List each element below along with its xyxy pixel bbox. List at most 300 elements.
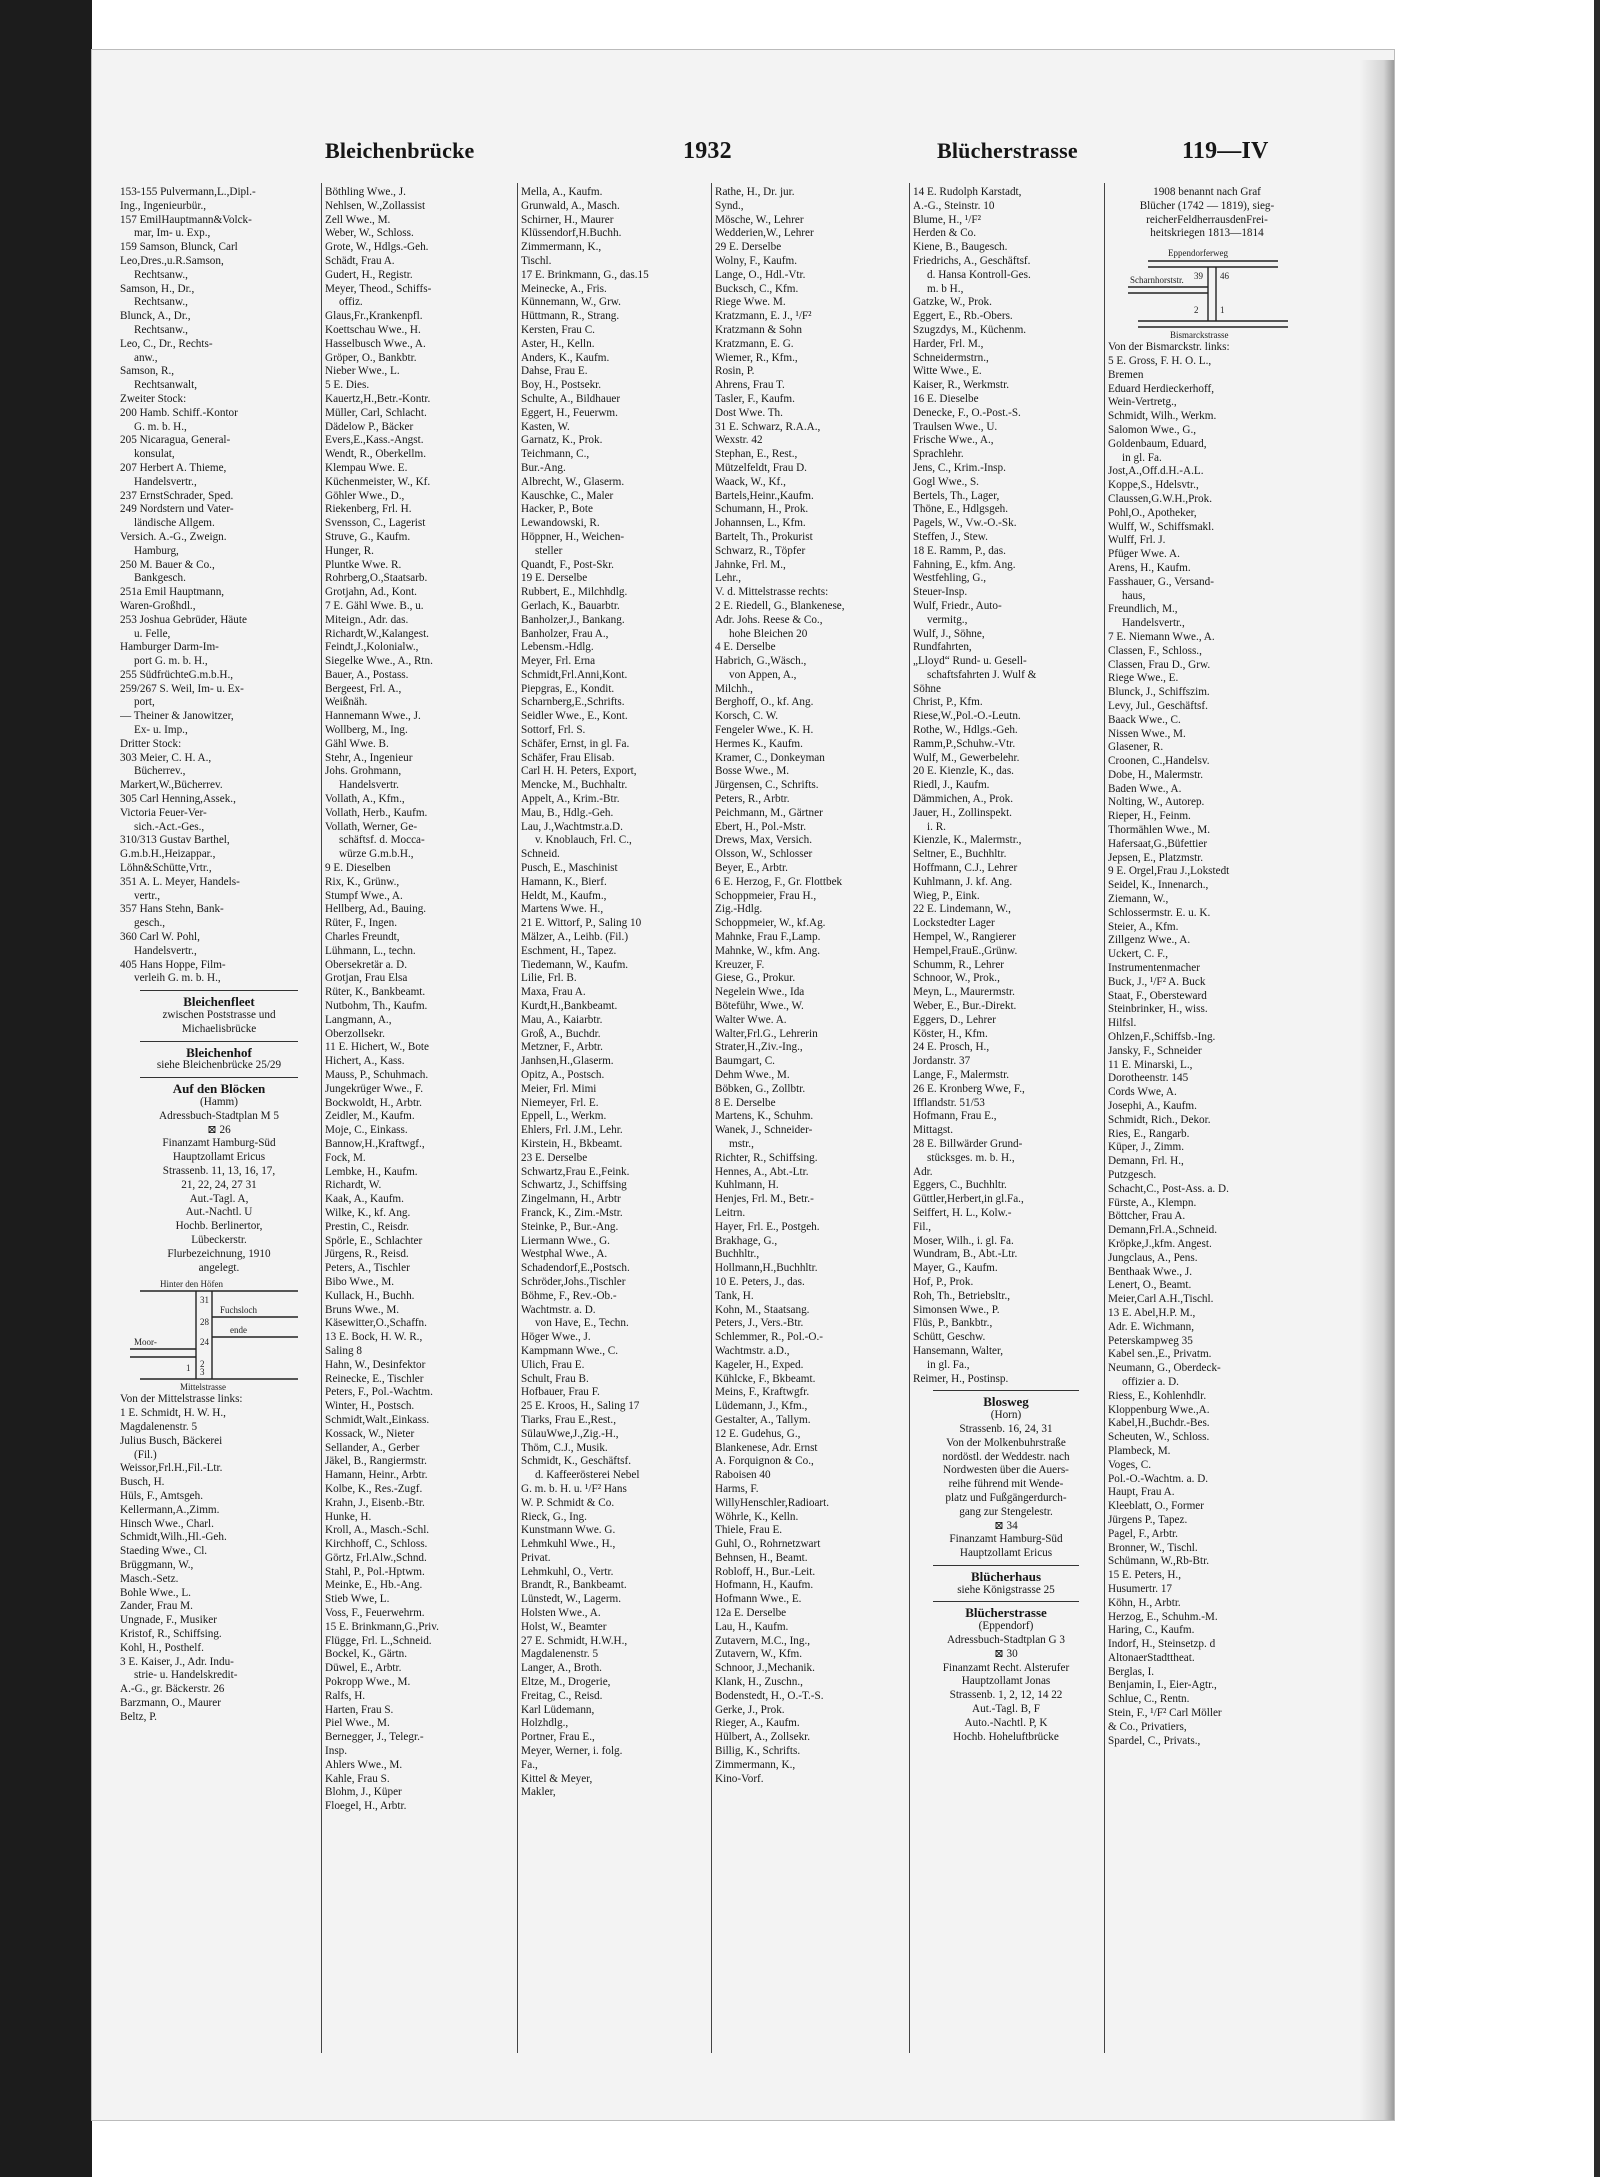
entry-line: Kageler, H., Exped. — [715, 1358, 804, 1371]
entry-line: Mahnke, W., kfm. Ang. — [715, 944, 821, 957]
entry-line: Zweiter Stock: — [120, 392, 187, 405]
entry-line: Haupt, Frau A. — [1108, 1486, 1175, 1499]
entry-line: hohe Bleichen 20 — [729, 627, 808, 640]
entry-line: Schädt, Frau A. — [325, 254, 395, 267]
entry-line: Kröpke,J.,kfm. Angest. — [1108, 1237, 1212, 1250]
column-rule — [1104, 183, 1105, 2053]
entry-line: Buchhltr., — [715, 1248, 760, 1261]
entry-line: Kabel,H.,Buchdr.-Bes. — [1108, 1417, 1210, 1430]
map-label: Hinter den Höfen — [160, 1279, 223, 1290]
entry-line: Schmidt, Wilh., Werkm. — [1108, 410, 1217, 423]
entry-line: 11 E. Minarski, L., — [1108, 1058, 1193, 1071]
entry-line: Zeidler, M., Kaufm. — [325, 1110, 415, 1123]
entry-line: Wendt, R., Oberkellm. — [325, 448, 427, 461]
entry-line: Magdalenenstr. 5 — [521, 1648, 599, 1661]
entry-line: Fock, M. — [325, 1151, 366, 1164]
entry-line: Markert,W.,Bücherrev. — [120, 779, 223, 792]
entry-line: Tiarks, Frau E.,Rest., — [521, 1413, 616, 1426]
entry-line: Künnemann, W., Grw. — [521, 296, 621, 309]
divider — [140, 1041, 298, 1042]
entry-line: Höppner, H., Weichen- — [521, 530, 625, 543]
entry-line: Ahlers Wwe., M. — [325, 1758, 403, 1771]
entry-line: Dahse, Frau E. — [521, 365, 588, 378]
entry-line: Mauss, P., Schuhmach. — [325, 1069, 429, 1081]
entry-line: 303 Meier, C. H. A., — [120, 751, 212, 764]
entry-line: Simonsen Wwe., P. — [913, 1303, 1000, 1316]
entry-line: Adressbuch-Stadtplan G 3 — [946, 1634, 1066, 1647]
entry-line: Steier, A., Kfm. — [1108, 920, 1179, 933]
entry-line: Dritter Stock: — [120, 737, 182, 750]
entry-line: sich.-Act.-Ges., — [134, 820, 205, 833]
entry-line: Bücherrev., — [134, 765, 186, 778]
column-5 — [913, 186, 1099, 1744]
entry-line: Piel Wwe., M. — [325, 1717, 390, 1730]
entry-line: Peterskampweg 35 — [1108, 1334, 1193, 1347]
entry-line: Ahrens, Frau T. — [715, 379, 785, 392]
entry-line: Weissor,Frl.H.,Fil.-Ltr. — [120, 1462, 223, 1475]
entry-line: Handelsvertr. — [339, 779, 399, 792]
entry-line: Adr. Johs. Reese & Co., — [715, 613, 823, 626]
entry-line: Wundram, B., Abt.-Ltr. — [913, 1248, 1018, 1261]
entry-line: Lange, F., Malermstr. — [913, 1069, 1010, 1081]
entry-line: Rechtsanw., — [134, 296, 188, 309]
entry-line: Eggers, D., Lehrer — [913, 1013, 996, 1026]
entry-line: Seiffert, H. L., Kolw.- — [913, 1206, 1012, 1219]
entry-line: Meyer, Frl. Erna — [521, 655, 596, 668]
entry-line: würze G.m.b.H., — [339, 848, 414, 861]
entry-line: Beltz, P. — [120, 1710, 157, 1723]
entry-line: Piepgras, E., Kondit. — [521, 682, 615, 695]
entry-line: Meyn, L., Maurermstr. — [913, 986, 1015, 999]
entry-line: Köster, H., Kfm. — [913, 1027, 988, 1040]
entry-line: Neumann, G., Oberdeck- — [1108, 1362, 1221, 1375]
entry-line: Jungclaus, A., Pens. — [1108, 1251, 1198, 1264]
entry-line: Oberzollsekr. — [325, 1027, 385, 1040]
entry-line: 27 E. Schmidt, H.W.H., — [521, 1634, 628, 1647]
divider — [140, 990, 298, 991]
entry-line: Janhsen,H.,Glaserm. — [521, 1055, 614, 1068]
entry-line: Lübeckerstr. — [191, 1233, 247, 1246]
entry-line: Ulich, Frau E. — [521, 1358, 585, 1371]
entry-line: Giese, G., Prokur. — [715, 972, 796, 985]
entry-line: Güttler,Herbert,in gl.Fa., — [913, 1193, 1024, 1206]
map-label: Mittelstrasse — [180, 1382, 226, 1393]
entry-line: Rundfahrten, — [913, 641, 972, 654]
entry-line: Steuer-Insp. — [913, 586, 968, 599]
map-label: 2 — [1194, 305, 1199, 316]
map-label: 28 — [200, 1317, 209, 1328]
entry-line: Friedrichs, A., Geschäftsf. — [913, 254, 1031, 267]
entry-line: Wiemer, R., Kfm., — [715, 351, 798, 364]
entry-line: Thormählen Wwe., M. — [1108, 824, 1211, 837]
entry-line: in gl. Fa., — [927, 1358, 970, 1371]
entry-line: Haring, C., Kaufm. — [1108, 1624, 1195, 1637]
entry-line: Bockel, K., Gärtn. — [325, 1648, 408, 1661]
entry-line: Eppell, L., Werkm. — [521, 1110, 607, 1123]
entry-line: reihe führend mit Wende- — [948, 1478, 1064, 1491]
entry-list — [913, 186, 1099, 1386]
entry-line: Handelsvertr., — [134, 944, 197, 957]
entry-line: Wachtmstr. a.D., — [715, 1344, 790, 1357]
entry-line: Handelsvertr., — [1122, 617, 1185, 630]
entry-line: Jahnke, Frl. M., — [715, 558, 786, 571]
map-label: 1 — [1220, 305, 1225, 316]
entry-line: schäftsf. d. Mocca- — [339, 834, 425, 847]
entry-line: steller — [535, 544, 563, 557]
entry-line: Lau, H., Kaufm. — [715, 1620, 789, 1633]
entry-line: konsulat, — [134, 448, 175, 461]
entry-line: Strassenb. 11, 13, 16, 17, — [162, 1164, 276, 1177]
entry-line: A.-G., gr. Bäckerstr. 26 — [120, 1683, 225, 1696]
entry-line: Ziemann, W., — [1108, 893, 1169, 906]
entry-line: Gähl Wwe. B. — [325, 737, 389, 750]
entry-line: 255 SüdfrüchteG.m.b.H., — [120, 668, 234, 681]
entry-line: Gerlach, K., Bauarbtr. — [521, 599, 620, 612]
entry-line: Wein-Vertretg., — [1108, 396, 1177, 409]
entry-line: Wexstr. 42 — [715, 434, 763, 447]
entry-line: 15 E. Peters, H., — [1108, 1569, 1182, 1582]
column-rule — [909, 183, 910, 2053]
entry-line: Hellberg, Ad., Bauing. — [325, 903, 427, 916]
entry-line: Zell Wwe., M. — [325, 213, 391, 226]
entry-line: Höger Wwe., J. — [521, 1331, 591, 1344]
entry-line: Bucksch, C., Kfm. — [715, 282, 799, 295]
entry-line: Westfehling, G., — [913, 572, 987, 585]
entry-line: Schlue, C., Rentn. — [1108, 1693, 1190, 1706]
entry-line: Bertels, Th., Lager, — [913, 489, 1000, 502]
entry-line: Finanzamt Recht. Alsterufer — [942, 1661, 1070, 1674]
entry-line: Carl H. H. Peters, Export, — [521, 765, 637, 778]
entry-line: Schnoor, J.,Mechanik. — [715, 1662, 815, 1675]
entry-line: Insp. — [325, 1745, 348, 1758]
entry-line: Zutavern, M.C., Ing., — [715, 1634, 811, 1647]
entry-line: Ing., Ingenieurbür., — [120, 199, 207, 212]
entry-line: 26 E. Kronberg Wwe, F., — [913, 1082, 1025, 1095]
entry-line: Kuhlmann, J. kf. Ang. — [913, 875, 1013, 888]
entry-line: Lewandowski, R. — [521, 517, 600, 530]
entry-line: Freundlich, M., — [1108, 603, 1178, 616]
column-rule — [321, 183, 322, 2053]
entry-line: Meins, F., Kraftwgfr. — [715, 1386, 810, 1399]
entry-line: Reinecke, E., Tischler — [325, 1372, 424, 1385]
entry-line: Scheuten, W., Schloss. — [1108, 1431, 1210, 1444]
entry-line: Klempau Wwe. E. — [325, 461, 408, 474]
entry-line: Rieger, A., Kaufm. — [715, 1717, 800, 1730]
entry-line: 13 E. Abel,H.P. M., — [1108, 1306, 1196, 1319]
entry-line: Olsson, W., Schlosser — [715, 848, 813, 861]
entry-line: Pol.-O.-Wachtm. a. D. — [1108, 1472, 1209, 1485]
entry-line: i. R. — [927, 820, 946, 833]
entry-line: Wulf, Friedr., Auto- — [913, 599, 1002, 612]
entry-line: Moser, Wilh., i. gl. Fa. — [913, 1234, 1014, 1247]
entry-line: Appelt, A., Krim.-Btr. — [521, 793, 620, 806]
entry-line: Mösche, W., Lehrer — [715, 213, 804, 226]
column-3 — [521, 186, 707, 1800]
entry-line: Kristof, R., Schiffsing. — [120, 1627, 222, 1640]
entry-line: Hauptzollamt Ericus — [172, 1151, 266, 1164]
entry-line: Harten, Frau S. — [325, 1703, 394, 1716]
entry-line: Blume, H., ¹/F² — [913, 213, 981, 226]
entry-line: Pokropp Wwe., M. — [325, 1676, 411, 1689]
entry-line: Nieber Wwe., L. — [325, 365, 400, 378]
entry-line: 159 Samson, Blunck, Carl — [120, 241, 238, 254]
street-title: Blücherhaus — [970, 1569, 1042, 1584]
entry-line: ⊠ 34 — [994, 1519, 1018, 1532]
entry-line: 157 EmilHauptmann&Volck- — [120, 213, 252, 226]
entry-line: Hofmann, Frau E., — [913, 1110, 997, 1123]
entry-line: 12a E. Derselbe — [715, 1607, 787, 1620]
entry-line: Wanek, J., Schneider- — [715, 1124, 813, 1137]
entry-line: Berghoff, O., kf. Ang. — [715, 696, 814, 709]
entry-line: Barzmann, O., Maurer — [120, 1696, 221, 1709]
entry-line: 253 Joshua Gebrüder, Häute — [120, 613, 247, 626]
entry-line: Adr. E. Wichmann, — [1108, 1320, 1195, 1333]
entry-line: A. Forquignon & Co., — [715, 1455, 814, 1468]
entry-line: Mencke, M., Buchhaltr. — [521, 779, 628, 792]
column-2 — [325, 186, 513, 1814]
entry-line: Denecke, F., O.-Post.-S. — [913, 406, 1021, 419]
entry-line: gang zur Stengelestr. — [959, 1505, 1053, 1518]
entry-line: Bohle Wwe., L. — [120, 1586, 191, 1599]
entry-line: Karl Lüdemann, — [521, 1703, 595, 1716]
entry-line: Grote, W., Hdlgs.-Geh. — [325, 241, 429, 254]
entry-line: Rathe, H., Dr. jur. — [715, 186, 795, 198]
entry-line: Schumann, H., Prok. — [715, 503, 809, 516]
scan-border — [0, 0, 92, 2177]
entry-line: Synd., — [715, 199, 744, 212]
entry-line: Schumm, R., Lehrer — [913, 958, 1005, 971]
entry-line: Benthaak Wwe., J. — [1108, 1265, 1192, 1278]
entry-line: Vollath, A., Kfm., — [325, 793, 405, 806]
divider — [933, 1601, 1079, 1602]
entry-line: 2 E. Riedell, G., Blankenese, — [715, 599, 845, 612]
column-6 — [1108, 186, 1306, 1748]
entry-line: Ramm,P.,Schuhw.-Vtr. — [913, 737, 1016, 750]
entry-line: Schmidt, Rich., Dekor. — [1108, 1113, 1211, 1126]
street-title: Blosweg — [983, 1395, 1029, 1410]
entry-line: Böbken, G., Zollbtr. — [715, 1082, 806, 1095]
entry-line: Jens, C., Krim.-Insp. — [913, 461, 1006, 474]
entry-line: W. P. Schmidt & Co. — [521, 1496, 615, 1509]
entry-line: Riege Wwe., E. — [1108, 672, 1179, 685]
entry-line: Schmidt,Frl.Anni,Kont. — [521, 668, 628, 681]
entry-line: Schmidt,Walt.,Einkass. — [325, 1413, 430, 1426]
entry-line: Bockwoldt, H., Arbtr. — [325, 1096, 422, 1109]
entry-line: G.m.b.H.,Heizappar., — [120, 848, 216, 861]
entry-line: Brakhage, G., — [715, 1234, 778, 1247]
entry-line: Quandt, F., Post-Skr. — [521, 558, 614, 571]
entry-line: Flurbezeichnung, 1910 — [167, 1247, 271, 1260]
entry-line: port G. m. b. H., — [134, 655, 208, 668]
entry-line: Rubbert, E., Milchhdlg. — [521, 586, 628, 599]
street-history — [1108, 186, 1306, 241]
entry-line: Hunger, R. — [325, 544, 374, 557]
entry-line: 357 Hans Stehn, Bank- — [120, 903, 224, 916]
entry-line: stücksges. m. b. H., — [927, 1151, 1015, 1164]
entry-line: mar, Im- u. Exp., — [134, 227, 211, 240]
entry-line: Levy, Jul., Geschäftsf. — [1108, 699, 1208, 712]
street-note: Michaelisbrücke — [181, 1022, 257, 1035]
entry-line: Wolny, F., Kaufm. — [715, 254, 797, 267]
entry-line: Floegel, H., Arbtr. — [325, 1800, 407, 1813]
entry-line: Kersten, Frau C. — [521, 323, 595, 336]
entry-line: Thöne, E., Hdlgsgeh. — [913, 503, 1009, 516]
entry-line: 310/313 Gustav Barthel, — [120, 834, 230, 847]
map-label: 39 — [1194, 271, 1203, 282]
entry-list — [120, 1393, 318, 1724]
entry-line: Leitrn. — [715, 1206, 746, 1219]
entry-line: Demann,Frl.A.,Schneid. — [1108, 1224, 1218, 1237]
entry-line: 23 E. Derselbe — [521, 1151, 588, 1164]
entry-line: Opitz, A., Postsch. — [521, 1069, 605, 1081]
entry-line: v. Knoblauch, Frl. C., — [535, 834, 632, 847]
entry-line: Meier, Frl. Mimi — [521, 1082, 597, 1095]
column-rule — [517, 183, 518, 2053]
entry-line: Samson, H., Dr., — [120, 282, 195, 295]
entry-line: Wulff, Frl. J. — [1108, 534, 1166, 547]
entry-line: SülauWwe,J.,Zig.-H., — [521, 1427, 619, 1440]
entry-line: Rechtsanw., — [134, 268, 188, 281]
entry-line: Zig.-Hdlg. — [715, 903, 763, 916]
entry-line: Jäkel, B., Rangiermstr. — [325, 1455, 427, 1468]
entry-line: Stahl, P., Pol.-Hptwm. — [325, 1565, 425, 1578]
entry-line: Jürgens, R., Reisd. — [325, 1248, 409, 1261]
divider — [933, 1390, 1079, 1391]
entry-line: Kroll, A., Masch.-Schl. — [325, 1524, 430, 1537]
entry-line: Tasler, F., Kaufm. — [715, 392, 795, 405]
entry-line: 9 E. Orgel,Frau J.,Lokstedt — [1108, 865, 1230, 878]
street-map — [120, 1275, 318, 1393]
entry-line: Stein, F., ¹/F² Carl Möller — [1108, 1707, 1222, 1720]
entry-line: Mella, A., Kaufm. — [521, 186, 603, 198]
entry-line: Schadendorf,E.,Postsch. — [521, 1262, 630, 1275]
entry-line: Makler, — [521, 1786, 556, 1799]
entry-line: Schoppmeier, Frau H., — [715, 889, 817, 902]
entry-line: 351 A. L. Meyer, Handels- — [120, 875, 240, 888]
entry-line: Kaak, A., Kaufm. — [325, 1193, 404, 1206]
street-district: (Hamm) — [200, 1096, 238, 1108]
entry-line: Sellander, A., Gerber — [325, 1441, 420, 1454]
entry-line: Voss, F., Feuerwehrm. — [325, 1607, 425, 1620]
street-title: Auf den Blöcken — [172, 1082, 266, 1096]
street-note: siehe Bleichenbrücke 25/29 — [156, 1059, 282, 1072]
entry-line: Rothe, W., Hdlgs.-Geh. — [913, 724, 1018, 737]
entry-line: Albrecht, W., Glaserm. — [521, 475, 625, 488]
entry-line: Siegelke Wwe., A., Rtn. — [325, 655, 433, 668]
entry-line: Bur.-Ang. — [521, 461, 566, 474]
entry-line: — Theiner & Janowitzer, — [120, 710, 234, 723]
entry-line: Leo,Dres.,u.R.Samson, — [120, 254, 224, 267]
entry-line: gesch., — [134, 917, 166, 930]
entry-line: Kratzmann, E. J., ¹/F² — [715, 310, 812, 323]
entry-line: Walter Wwe. A. — [715, 1013, 787, 1026]
entry-line: strie- u. Handelskredit- — [134, 1669, 238, 1682]
entry-line: Arens, H., Kaufm. — [1108, 561, 1191, 574]
entry-line: Fa., — [521, 1758, 538, 1771]
entry-line: Jost,A.,Off.d.H.-A.L. — [1108, 465, 1204, 478]
entry-line: Grotjahn, Ad., Kont. — [325, 586, 417, 599]
entry-line: Flügge, Frl. L.,Schneid. — [325, 1634, 432, 1647]
entry-line: 11 E. Hichert, W., Bote — [325, 1041, 429, 1054]
entry-line: Kossack, W., Nieter — [325, 1427, 415, 1440]
entry-line: Auto.-Nachtl. P, K — [964, 1716, 1048, 1729]
entry-line: Franck, K., Zim.-Mstr. — [521, 1206, 623, 1219]
entry-line: Schult, Frau B. — [521, 1372, 589, 1385]
entry-line: Hollmann,H.,Buchhltr. — [715, 1262, 818, 1275]
entry-line: Dobe, H., Malermstr. — [1108, 768, 1204, 781]
entry-line: Bauer, A., Postass. — [325, 668, 409, 681]
entry-line: Bannow,H.,Kraftwgf., — [325, 1137, 425, 1150]
entry-line: Hacker, P., Bote — [521, 503, 593, 516]
entry-line: Schäfer, Frau Elisab. — [521, 751, 615, 764]
entry-line: Peters, A., Tischler — [325, 1262, 410, 1275]
entry-line: Sprachlehr. — [913, 448, 964, 461]
entry-line: Flüs, P., Bankbtr., — [913, 1317, 993, 1330]
entry-line: Westphal Wwe., A. — [521, 1248, 608, 1261]
entry-line: Mützelfeldt, Frau D. — [715, 461, 807, 474]
entry-line: Kirchhoff, C., Schloss. — [325, 1538, 428, 1551]
entry-line: Traulsen Wwe., U. — [913, 420, 998, 433]
entry-line: Julius Busch, Bäckerei — [120, 1434, 223, 1447]
entry-line: Rix, K., Grünw., — [325, 875, 400, 888]
entry-line: Saling 8 — [325, 1344, 362, 1357]
map-label: 3 — [200, 1367, 205, 1378]
entry-line: 15 E. Brinkmann,G.,Priv. — [325, 1620, 439, 1633]
entry-line: Banholzer, Frau A., — [521, 627, 609, 640]
entry-line: Freitag, C., Reisd. — [521, 1689, 603, 1702]
entry-line: Stephan, E., Rest., — [715, 448, 798, 461]
entry-line: 205 Nicaragua, General- — [120, 434, 231, 447]
entry-line: Blunck, J., Schiffszim. — [1108, 686, 1210, 699]
entry-line: Liermann Wwe., G. — [521, 1234, 610, 1247]
entry-line: Raboisen 40 — [715, 1469, 771, 1482]
entry-line: 7 E. Niemann Wwe., A. — [1108, 630, 1215, 643]
column-4 — [715, 186, 901, 1786]
entry-line: Martens Wwe. H., — [521, 903, 604, 916]
entry-line: Weber, W., Schloss. — [325, 227, 414, 240]
entry-line: Brandt, R., Bankbeamt. — [521, 1579, 627, 1592]
entry-line: Herzog, E., Schuhm.-M. — [1108, 1610, 1218, 1623]
entry-line: Richardt,W.,Kalangest. — [325, 627, 429, 640]
entry-line: Blücher (1742 — 1819), sieg- — [1139, 199, 1275, 212]
entry-line: Wöhrle, K., Kelln. — [715, 1510, 799, 1523]
entry-line: Krahn, J., Eisenb.-Btr. — [325, 1496, 425, 1509]
entry-line: 4 E. Derselbe — [715, 641, 776, 654]
map-label: 46 — [1220, 271, 1229, 282]
entry-line: Mayer, G., Kaufm. — [913, 1262, 998, 1275]
entry-line: Robloff, H., Bur.-Leit. — [715, 1565, 816, 1578]
entry-line: 18 E. Ramm, P., das. — [913, 544, 1006, 557]
page-number: 119—IV — [1182, 138, 1269, 164]
entry-line: Privat. — [521, 1551, 551, 1564]
street-map — [1108, 241, 1306, 341]
entry-line: Klank, H., Zuschn., — [715, 1676, 803, 1689]
entry-line: Kahle, Frau S. — [325, 1772, 390, 1785]
entry-line: Kohl, H., Posthelf. — [120, 1641, 204, 1654]
entry-line: Kurdt,H.,Bankbeamt. — [521, 1000, 618, 1013]
entry-line: 305 Carl Henning,Assek., — [120, 793, 236, 806]
entry-line: Hamburg, — [134, 544, 179, 557]
entry-line: Aster, H., Kelln. — [521, 337, 595, 350]
entry-line: Hamann, Heinr., Arbtr. — [325, 1469, 428, 1482]
entry-line: G. m. b. H. u. ¹/F² Hans — [521, 1482, 627, 1495]
entry-line: Müller, Carl, Schlacht. — [325, 406, 427, 419]
entry-line: Bartels,Heinr.,Kaufm. — [715, 489, 814, 502]
entry-line: A.-G., Steinstr. 10 — [913, 199, 995, 212]
entry-line: Schacht,C., Post-Ass. a. D. — [1108, 1182, 1229, 1195]
divider — [933, 1565, 1079, 1566]
entry-line: Hilfsl. — [1108, 1017, 1137, 1030]
